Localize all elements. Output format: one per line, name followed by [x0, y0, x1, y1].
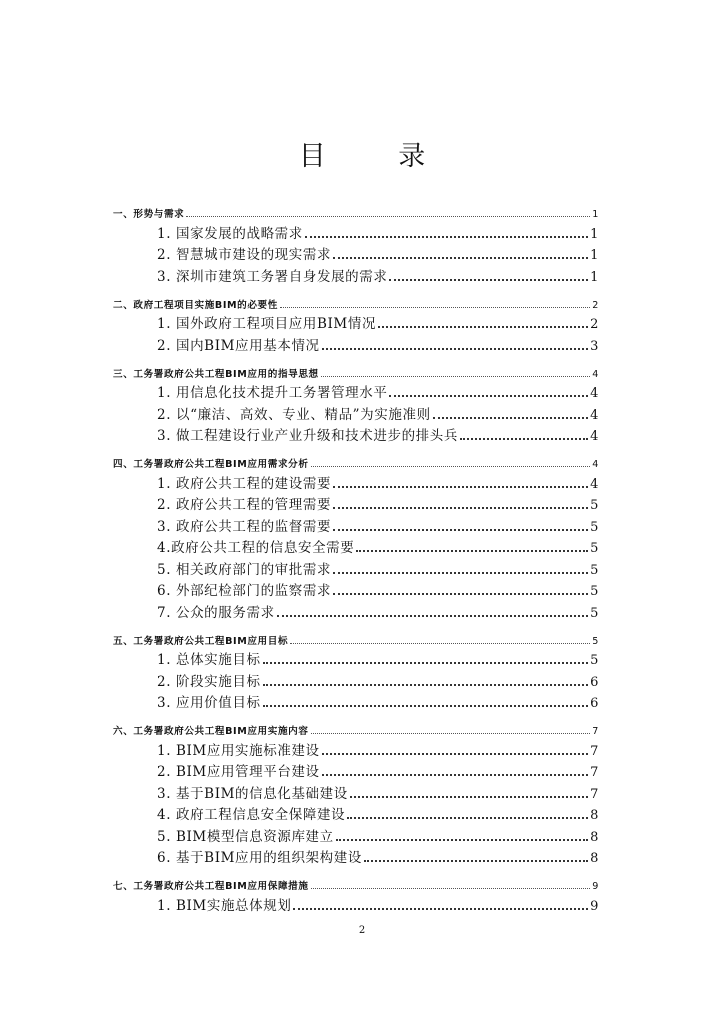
toc-item[interactable] [113, 647, 599, 669]
toc-item[interactable] [113, 423, 599, 445]
toc-item-label: 1. 国外政府工程项目应用BIM情况 [157, 316, 377, 332]
toc-item[interactable] [113, 892, 599, 914]
toc-item-page: 5 [590, 653, 599, 668]
toc-section-page: 5 [592, 635, 599, 647]
toc-item-page: 1 [590, 269, 599, 285]
toc-section-page: 2 [592, 299, 599, 311]
dot-leader [389, 279, 588, 281]
dot-leader [311, 733, 591, 734]
toc-item[interactable] [113, 401, 599, 423]
toc-item-page: 8 [590, 808, 599, 823]
toc-item[interactable] [113, 492, 599, 514]
toc-item-page: 2 [590, 317, 599, 332]
dot-leader [333, 529, 588, 531]
toc-section-2[interactable] [113, 297, 599, 311]
toc-item[interactable] [113, 668, 599, 690]
dot-leader [333, 486, 588, 488]
dot-leader [333, 572, 588, 574]
toc-section-page: 1 [592, 209, 599, 220]
toc-section-page: 4 [592, 368, 599, 380]
dot-leader [305, 236, 588, 238]
toc-item-label: 3. 基于BIM的信息化基础建设 [157, 785, 348, 802]
toc-item-label: 1. 政府公共工程的建设需要 [157, 475, 332, 492]
toc-section-3[interactable] [113, 366, 599, 380]
dot-leader [263, 662, 589, 664]
toc-item-page: 7 [590, 765, 599, 780]
toc-item-page: 1 [590, 226, 599, 242]
toc-item-page: 5 [590, 562, 599, 578]
toc-item-page: 4 [590, 407, 599, 423]
dot-leader [389, 395, 588, 397]
toc-section-label: 四、工务署政府公共工程BIM应用需求分析 [113, 459, 309, 470]
toc-section-6[interactable] [113, 723, 599, 737]
dot-leader [350, 796, 588, 798]
toc-item-page: 1 [590, 248, 599, 263]
dot-leader [293, 908, 588, 910]
toc-item-label: 2. 政府公共工程的管理需要 [157, 497, 332, 513]
dot-leader [378, 326, 588, 328]
toc-item[interactable] [113, 802, 599, 824]
dot-leader [311, 888, 591, 889]
toc-section-page: 7 [592, 726, 599, 737]
toc-item-label: 1. 用信息化技术提升工务署管理水平 [157, 385, 388, 401]
toc-item-label: 7. 公众的服务需求 [157, 604, 275, 621]
toc-item[interactable] [113, 845, 599, 867]
toc-item[interactable] [113, 311, 599, 333]
dot-leader [322, 774, 588, 776]
toc-item[interactable] [113, 242, 599, 264]
dot-leader [433, 417, 588, 419]
toc-section-label: 一、形势与需求 [113, 209, 185, 220]
page-title: 目 录 [298, 141, 458, 172]
toc-item-label: 2. 阶段实施目标 [157, 673, 261, 690]
toc-item[interactable] [113, 380, 599, 402]
dot-leader [336, 839, 588, 841]
dot-leader [460, 438, 588, 440]
toc-item[interactable] [113, 599, 599, 621]
toc-item-label: 3. 应用价值目标 [157, 695, 261, 711]
dot-leader [322, 753, 588, 755]
toc-item[interactable] [113, 780, 599, 802]
toc-section-7[interactable] [113, 878, 599, 892]
toc-item-label: 1. BIM实施总体规划 [157, 897, 292, 914]
toc-item-page: 8 [590, 829, 599, 845]
toc-item-label: 5. BIM模型信息资源库建立 [157, 828, 334, 845]
dot-leader [333, 507, 588, 509]
toc-item-label: 5. 相关政府部门的审批需求 [157, 561, 332, 578]
toc-item-label: 6. 外部纪检部门的监察需求 [157, 583, 332, 599]
toc-item-label: 4. 政府工程信息安全保障建设 [157, 807, 346, 823]
toc-item-page: 5 [590, 605, 599, 621]
toc-item-label: 1. 国家发展的战略需求 [157, 225, 303, 242]
dot-leader [277, 615, 588, 617]
toc-item-label: 2. 以“廉洁、高效、专业、精品”为实施准则 [157, 406, 431, 423]
toc-item[interactable] [113, 470, 599, 492]
dot-leader [333, 257, 588, 259]
toc-section-page: 4 [592, 459, 599, 470]
dot-leader [263, 705, 589, 707]
toc-item-label: 4.政府公共工程的信息安全需要 [157, 540, 355, 556]
toc-item-page: 7 [590, 786, 599, 802]
toc-section-4[interactable] [113, 456, 599, 470]
dot-leader [263, 684, 589, 686]
dot-leader [280, 307, 590, 308]
toc-item-page: 5 [590, 541, 599, 556]
toc-item-page: 8 [590, 851, 599, 866]
toc-item-label: 2. 国内BIM应用基本情况 [157, 337, 320, 354]
toc-item-label: 3. 做工程建设行业产业升级和技术进步的排头兵 [157, 428, 458, 444]
dot-leader [347, 817, 588, 819]
dot-leader [356, 550, 588, 552]
table-of-contents [113, 206, 599, 914]
toc-item[interactable] [113, 332, 599, 354]
toc-item[interactable] [113, 513, 599, 535]
toc-item-label: 1. BIM应用实施标准建设 [157, 742, 320, 759]
toc-item-label: 1. 总体实施目标 [157, 652, 261, 668]
toc-section-1[interactable] [113, 206, 599, 220]
toc-item-page: 5 [590, 498, 599, 513]
toc-item-page: 4 [590, 429, 599, 444]
toc-item-page: 4 [590, 386, 599, 401]
toc-item-label: 3. 深圳市建筑工务署自身发展的需求 [157, 268, 388, 285]
toc-item[interactable] [113, 220, 599, 242]
toc-item-page: 6 [590, 674, 599, 690]
toc-item-page: 5 [590, 519, 599, 535]
toc-item[interactable] [113, 690, 599, 712]
toc-item-label: 6. 基于BIM应用的组织架构建设 [157, 850, 362, 866]
toc-section-label: 七、工务署政府公共工程BIM应用保障措施 [113, 881, 309, 892]
toc-section-label: 五、工务署政府公共工程BIM应用目标 [113, 635, 289, 647]
toc-item[interactable] [113, 535, 599, 557]
toc-item[interactable] [113, 578, 599, 600]
toc-item-label: 2. BIM应用管理平台建设 [157, 764, 320, 780]
toc-item-page: 4 [590, 476, 599, 492]
toc-item[interactable] [113, 823, 599, 845]
toc-item-page: 9 [590, 898, 599, 914]
toc-item[interactable] [113, 759, 599, 781]
toc-item[interactable] [113, 556, 599, 578]
toc-section-label: 六、工务署政府公共工程BIM应用实施内容 [113, 726, 309, 737]
dot-leader [186, 216, 590, 217]
toc-section-5[interactable] [113, 633, 599, 647]
dot-leader [322, 348, 588, 350]
toc-section-label: 三、工务署政府公共工程BIM应用的指导思想 [113, 368, 319, 380]
dot-leader [311, 466, 591, 467]
toc-item[interactable] [113, 263, 599, 285]
toc-item-label: 2. 智慧城市建设的现实需求 [157, 247, 332, 263]
page-number: 2 [358, 925, 366, 936]
toc-item-page: 6 [590, 696, 599, 711]
dot-leader [321, 376, 591, 377]
toc-item-page: 3 [590, 338, 599, 354]
toc-item-label: 3. 政府公共工程的监督需要 [157, 518, 332, 535]
dot-leader [333, 593, 588, 595]
toc-item[interactable] [113, 737, 599, 759]
dot-leader [290, 643, 590, 644]
dot-leader [364, 860, 588, 862]
toc-item-page: 5 [590, 584, 599, 599]
toc-item-page: 7 [590, 743, 599, 759]
toc-section-page: 9 [592, 881, 599, 892]
toc-section-label: 二、政府工程项目实施BIM的必要性 [113, 299, 278, 311]
